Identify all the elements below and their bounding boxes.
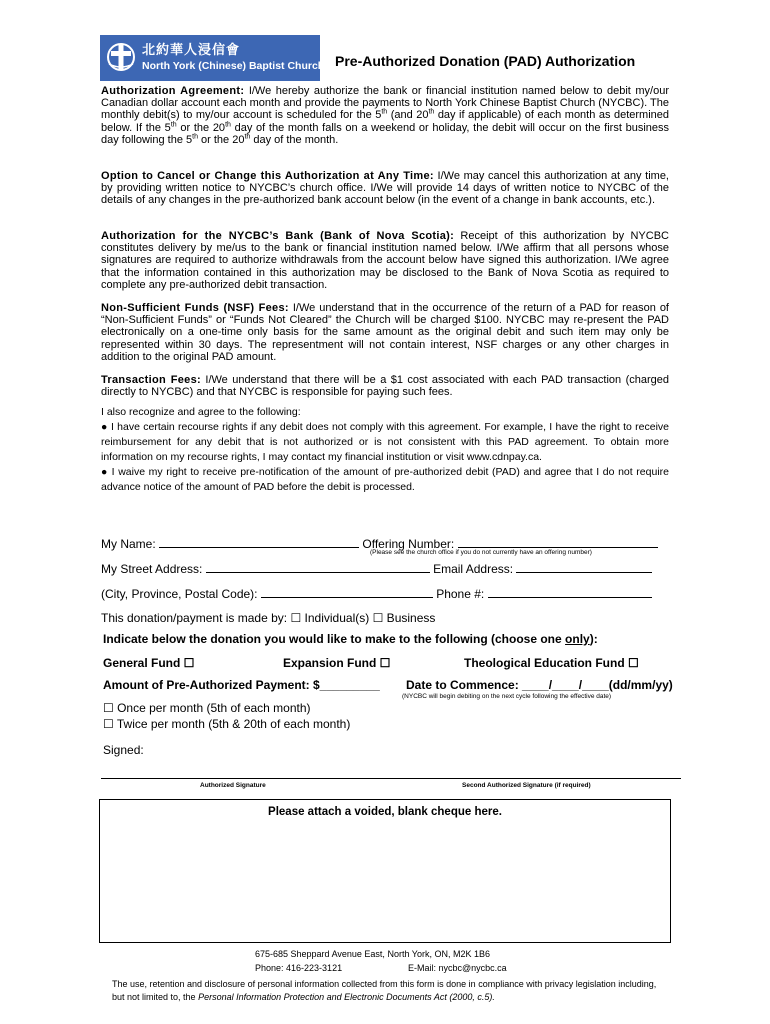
business-checkbox[interactable]: ☐ Business [372, 611, 436, 625]
footer-phone: Phone: 416-223-3121 [255, 963, 343, 973]
waiver-bullet: ● I waive my right to receive pre-notification of the amount of pre-authorized debit (PAD) and agree that I do not require advance notice of the amount of PAD before the debit is processed. [101, 466, 669, 493]
logo-english-name: North York (Chinese) Baptist Church [142, 60, 325, 72]
agreement-text-1: I/We hereby authorize the bank or financial institution named below to debit my/our Canadian dollar account each month and provide the payments to North York Chinese Baptist Church (NYCBC). The monthly debit(s) to my/our account is scheduled for the 5 [101, 85, 669, 122]
recognize-intro: I also recognize and agree to the following: [101, 406, 301, 418]
city-label: (City, Province, Postal Code): [101, 587, 258, 601]
name-label: My Name: [101, 537, 156, 551]
email-label: Email Address: [433, 562, 514, 576]
donation-by-row [101, 611, 435, 625]
agreement-text-2: (and 20 [387, 109, 429, 122]
donation-by-label: This donation/payment is made by: [101, 611, 288, 625]
bank-paragraph [101, 230, 669, 291]
indicate-only: only [565, 632, 590, 646]
offering-note: (Please see the church office if you do not currently have an offering number) [370, 549, 592, 556]
sup-2: th [428, 108, 435, 116]
church-logo [100, 35, 325, 81]
agreement-text-4: or the 20 [176, 121, 226, 134]
indicate-instruction [103, 632, 598, 646]
email-field[interactable] [516, 560, 652, 573]
fees-text: I/We understand that there will be a $1 cost associated with each PAD transaction (charged directly to NYCBC) and that NYCBC is responsible for paying such fees. [101, 374, 669, 399]
date-commence-field[interactable]: Date to Commence: ____/____/____(dd/mm/yy) [406, 678, 673, 692]
indicate-end: ): [589, 632, 598, 646]
bank-heading: Authorization for the NYCBC’s Bank (Bank of Nova Scotia): [101, 230, 455, 242]
footer-address: 675-685 Sheppard Avenue East, North York, ON, M2K 1B6 [255, 949, 490, 959]
privacy-text: The use, retention and disclosure of personal information collected from this form is done in compliance with privacy legislation including, but not limited to, the [112, 979, 657, 1002]
signed-label: Signed: [103, 743, 144, 757]
twice-per-month-checkbox[interactable]: ☐ Twice per month (5th & 20th of each month) [103, 717, 351, 731]
general-fund-checkbox[interactable]: General Fund ☐ [103, 656, 195, 670]
amount-field[interactable]: Amount of Pre-Authorized Payment: $_________ [103, 678, 380, 692]
phone-label: Phone #: [436, 587, 485, 601]
street-row [101, 560, 652, 576]
cheque-attachment-box [99, 799, 671, 943]
footer-email: E-Mail: nycbc@nycbc.ca [408, 963, 507, 973]
cheque-note: Please attach a voided, blank cheque here. [268, 806, 502, 818]
once-per-month-checkbox[interactable]: ☐ Once per month (5th of each month) [103, 701, 311, 715]
cross-icon [106, 40, 136, 74]
second-signature-label: Second Authorized Signature (if required) [462, 782, 591, 789]
sup-6: th [244, 133, 251, 141]
sup-1: th [381, 108, 388, 116]
cancel-paragraph [101, 170, 669, 207]
nsf-text: I/We understand that in the occurrence of the return of a PAD for reason of “Non-Sufficient Funds” or “Funds Not Cleared” the Church will be charged $100. NYCBC may re-present the PAD electronically on a one-time only basis for the same amount as the original debit and such item may only be represented within 30 days. The representment will not contain interest, NSF charges or any other charges in addition to the original PAD amount. [101, 302, 669, 363]
nsf-paragraph [101, 302, 669, 363]
nsf-heading: Non-Sufficient Funds (NSF) Fees: [101, 302, 289, 314]
agreement-text-3: day if applicable) of each month as determined below. If the 5 [101, 109, 669, 134]
agreement-text-7: day of the month. [250, 133, 339, 146]
agreement-heading: Authorization Agreement: [101, 85, 245, 97]
theological-fund-checkbox[interactable]: Theological Education Fund ☐ [464, 656, 639, 670]
sup-3: th [170, 120, 177, 128]
fees-heading: Transaction Fees: [101, 374, 201, 386]
recognize-section [101, 405, 669, 495]
city-row [101, 585, 652, 601]
agreement-text-5: day of the month falls on a weekend or holiday, the debit will occur on the first business day following the 5 [101, 121, 670, 146]
agreement-paragraph [101, 85, 669, 146]
individual-checkbox[interactable]: ☐ Individual(s) [290, 611, 370, 625]
expansion-fund-checkbox[interactable]: Expansion Fund ☐ [283, 656, 391, 670]
date-note: (NYCBC will begin debiting on the next cycle following the effective date) [402, 693, 612, 700]
offering-label: Offering Number: [362, 537, 455, 551]
cancel-text: I/We may cancel this authorization at any time, by providing written notice to NYCBC’s church office. I/We will provide 14 days of written notice to NYCBC of the details of any changes in the pre-authorized bank account below (in the event of a change in bank accounts, etc.). [101, 170, 669, 207]
street-address-field[interactable] [206, 560, 430, 573]
bank-text: Receipt of this authorization by NYCBC constitutes delivery by me/us to the bank or financial institution named below. I/We affirm that all persons whose signatures are required to authorize withdrawals from the account below have signed this authorization. I/We agree that the information contained in this authorization may be disclosed to the Bank of Nova Scotia as required to complete any pre-authorized debit transaction. [101, 230, 669, 291]
agreement-text-6: or the 20 [197, 133, 245, 146]
name-field[interactable] [159, 535, 359, 548]
recourse-bullet: ● I have certain recourse rights if any debit does not comply with this agreement. For example, I have the right to receive reimbursement for any debit that is not authorized or is not consistent with this PAD agreement. To obtain more information on my recourse rights, I may contact my financial institution or visit www.cdnpay.ca. [101, 421, 669, 463]
city-field[interactable] [261, 585, 433, 598]
sup-5: th [192, 133, 198, 141]
logo-chinese-name: 北約華人浸信會 [142, 43, 241, 58]
signature-line[interactable] [101, 778, 681, 779]
page-title: Pre-Authorized Donation (PAD) Authorization [335, 53, 636, 69]
offering-number-field[interactable] [458, 535, 658, 548]
phone-field[interactable] [488, 585, 652, 598]
fees-paragraph [101, 374, 669, 398]
privacy-notice [112, 978, 662, 1004]
street-label: My Street Address: [101, 562, 203, 576]
authorized-signature-label: Authorized Signature [200, 782, 266, 789]
cancel-heading: Option to Cancel or Change this Authorization at Any Time: [101, 170, 434, 182]
sup-4: th [225, 120, 231, 128]
privacy-act-name: Personal Information Protection and Electronic Documents Act (2000, c.5). [198, 992, 495, 1002]
indicate-text: Indicate below the donation you would like to make to the following (choose one [103, 632, 566, 646]
